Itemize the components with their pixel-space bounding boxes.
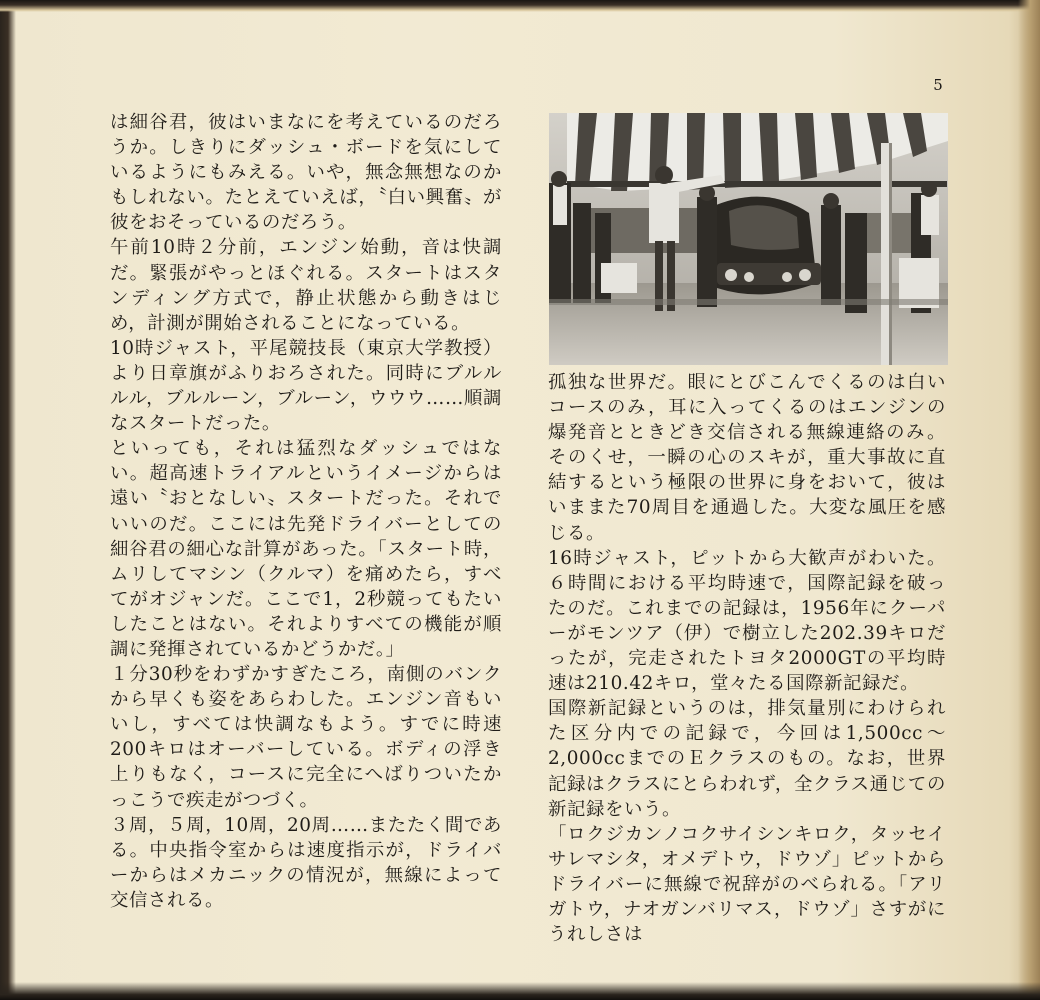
- page-bottom-edge: [0, 982, 1040, 1000]
- paragraph: といっても，それは猛烈なダッシュではない。超高速トライアルというイメージからは遠い〝おとなしい〟スタートだった。それでいいのだ。ここには先発ドライバーとしての細谷君の細心な計算があった。「スタート時，ムリしてマシン（クルマ）を痛めたら，すべてがオジャンだ。ここで1，2秒競ってもたいしたことはない。それよりすべての機能が順調に発揮されているかどうかだ。」: [110, 438, 502, 660]
- pit-crew-photo: [549, 113, 948, 365]
- paragraph: 「ロクジカンノコクサイシンキロク，タッセイサレマシタ，オメデトウ，ドウゾ」ピットからドライバーに無線で祝辞がのべられる。「アリガトウ，ナオガンバリマス，ドウゾ」さすがにうれしさは: [548, 823, 946, 946]
- left-text-column: [110, 110, 502, 913]
- paragraph: 孤独な世界だ。眼にとびこんでくるのは白いコースのみ，耳に入ってくるのはエンジンの爆発音とときどき交信される無線連絡のみ。そのくせ，一瞬の心のスキが，重大事故に直結するという極限の世界に身をおいて，彼はいままた70周目を通過した。大変な風圧を感じる。: [548, 372, 946, 544]
- page-number: 5: [933, 76, 943, 94]
- photo-illustration: [549, 113, 948, 365]
- paragraph: 10時ジャスト，平尾競技長（東京大学教授）より日章旗がふりおろされた。同時にブルルルル，ブルルーン，ブルーン，ウウウ……順調なスタートだった。: [110, 337, 502, 435]
- paragraph: １分30秒をわずかすぎたころ，南側のバンクから早くも姿をあらわした。エンジン音もいいし，すべては快調なもよう。すでに時速200キロはオーバーしている。ボディの浮き上りもなく，コースに完全にへばりついたかっこうで疾走がつづく。: [110, 664, 502, 811]
- right-text-column: [548, 370, 946, 947]
- paragraph: は細谷君，彼はいまなにを考えているのだろうか。しきりにダッシュ・ボードを気にしているようにもみえる。いや，無念無想なのかもしれない。たとえていえば，〝白い興奮〟が彼をおそっているのだろう。: [110, 112, 502, 234]
- paragraph: 16時ジャスト，ピットから大歓声がわいた。６時間における平均時速で，国際記録を破ったのだ。これまでの記録は，1956年にクーパーがモンツア（伊）で樹立した202.39キロだったが，完走されたトヨタ2000GTの平均時速は210.42キロ，堂々たる国際新記録だ。: [548, 547, 946, 695]
- page-top-edge: [0, 0, 1040, 12]
- paragraph: 国際新記録というのは，排気量別にわけられた区分内での記録で，今回は1,500cc～2,000ccまでのＥクラスのもの。なお，世界記録はクラスにとらわれず，全クラス通じての新記録をいう。: [548, 698, 946, 820]
- page-right-edge: [1018, 0, 1040, 1000]
- paragraph: ３周，５周，10周，20周……またたく間である。中央指令室からは速度指示が，ドライバーからはメカニックの情況が，無線によって交信される。: [110, 814, 502, 911]
- paragraph: 午前10時２分前，エンジン始動，音は快調だ。緊張がやっとほぐれる。スタートはスタンディング方式で，静止状態から動きはじめ，計測が開始されることになっている。: [110, 237, 502, 334]
